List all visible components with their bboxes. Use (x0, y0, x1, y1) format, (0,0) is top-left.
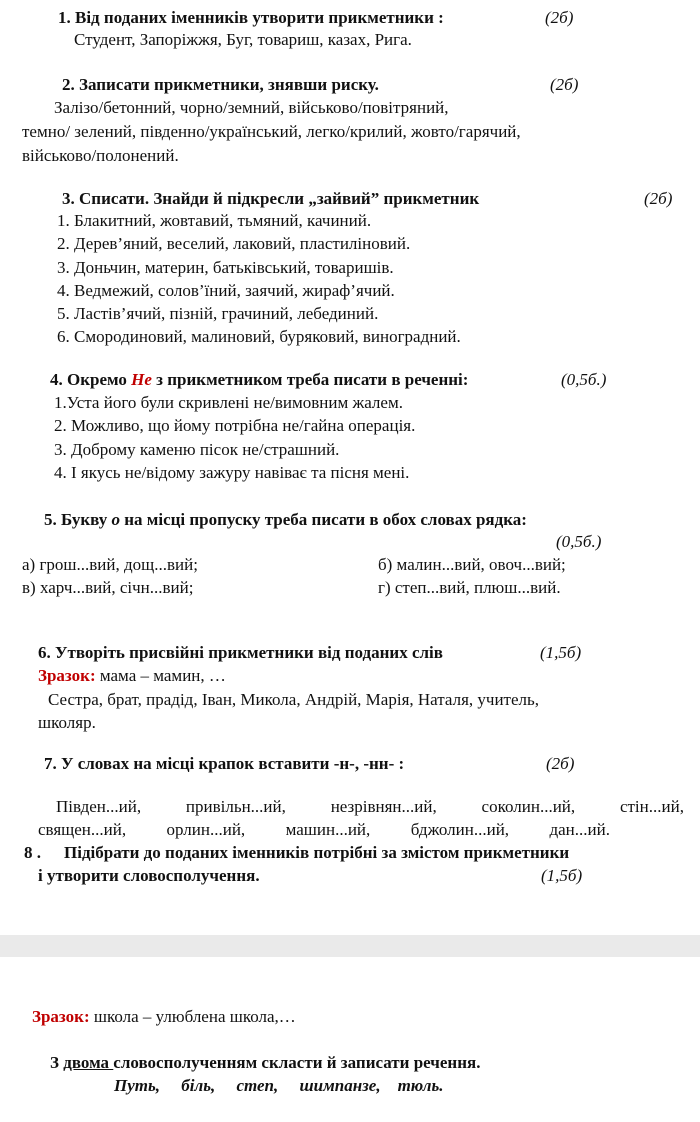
task-4-title (50, 370, 468, 390)
task-1-title: 1. Від поданих іменників утворити прикметники : (58, 8, 444, 27)
task-7-word: орлин...ий, (166, 820, 246, 839)
task-8-task-pre: З (50, 1053, 64, 1072)
task-2-line-3: військово/полонений. (22, 146, 179, 165)
task-6-example-label: Зразок: (38, 666, 96, 685)
task-6-title: 6. Утворіть присвійні прикметники від поданих слів (38, 643, 443, 662)
task-8-task-underlined: двома (63, 1053, 114, 1072)
task-3-item-2: 2. Дерев’яний, веселий, лаковий, пластиліновий. (57, 234, 411, 253)
task-8-example-label: Зразок: (32, 1007, 90, 1026)
task-4-points: (0,5б.) (561, 370, 607, 389)
task-7-word: незрівнян...ий, (330, 797, 437, 816)
task-3-item-3: 3. Доньчин, материн, батьківський, товаришів. (57, 258, 394, 277)
task-7-word: священ...ий, (38, 820, 127, 839)
task-8-points: (1,5б) (541, 866, 583, 885)
task-6-line-2: школяр. (38, 713, 96, 732)
task-5-points: (0,5б.) (556, 532, 602, 551)
task-8-line-2: і утворити словосполучення. (38, 866, 260, 885)
task-4-item-4: 4. І якусь не/відому зажуру навіває та пісня мені. (54, 463, 410, 482)
task-3-item-6: 6. Смородиновий, малиновий, буряковий, виноградний. (57, 327, 461, 346)
task-8-number: 8 . (24, 843, 41, 862)
task-1-words: Студент, Запоріжжя, Буг, товариш, казах, Рига. (74, 30, 412, 49)
task-5-title-o: о (111, 510, 120, 529)
task-7-word: бджолин...ий, (410, 820, 510, 839)
task-5-title-pre: 5. Букву (44, 510, 112, 529)
task-4-title-ne: Не (131, 370, 152, 389)
task-5-option-b: б) малин...вий, овоч...вий; (378, 555, 566, 574)
task-8-example (32, 1007, 296, 1027)
task-8-line-1: Підібрати до поданих іменників потрібні за змістом прикметники (64, 843, 570, 862)
task-8-task-post: словосполученням скласти й записати речення. (113, 1053, 481, 1072)
task-7-word: стін...ий, (619, 797, 684, 816)
task-5-option-g: г) степ...вий, плюш...вий. (378, 578, 561, 597)
task-7-word: Півден...ий, (56, 797, 142, 816)
task-7-row-1 (56, 797, 684, 817)
task-3-item-1: 1. Блакитний, жовтавий, тьмяний, качиний. (57, 211, 372, 230)
task-7-word: привільн...ий, (185, 797, 286, 816)
task-7-word: машин...ий, (285, 820, 371, 839)
task-4-item-1: 1.Уста його були скривлені не/вимовним жалем. (54, 393, 403, 412)
task-4-title-pre: 4. Окремо (50, 370, 132, 389)
task-8-example-text: школа – улюблена школа,… (89, 1007, 296, 1026)
task-3-item-4: 4. Ведмежий, солов’їний, заячий, жираф’ячий. (57, 281, 395, 300)
task-4-title-post: з прикметником треба писати в реченні: (151, 370, 469, 389)
task-3-title: 3. Списати. Знайди й підкресли „зайвий” прикметник (62, 189, 480, 208)
task-2-title: 2. Записати прикметники, знявши риску. (62, 75, 379, 94)
task-2-points: (2б) (550, 75, 579, 94)
task-7-word: дан...ий. (549, 820, 610, 839)
page-gap (0, 935, 700, 957)
task-8-words: Путь, біль, степ, шимпанзе, тюль. (114, 1076, 444, 1095)
task-4-item-3: 3. Доброму каменю пісок не/страшний. (54, 440, 340, 459)
task-6-example (38, 666, 226, 686)
task-3-item-5: 5. Ластів’ячий, пізній, грачиний, лебединий. (57, 304, 379, 323)
task-4-item-2: 2. Можливо, що йому потрібна не/гайна операція. (54, 416, 416, 435)
task-7-title: 7. У словах на місці крапок вставити -н-, -нн- : (44, 754, 405, 773)
task-2-line-1: Залізо/бетонний, чорно/земний, військово/повітряний, (54, 98, 449, 117)
task-8-sentence-task (50, 1053, 480, 1073)
task-5-option-a: а) грош...вий, дощ...вий; (22, 555, 198, 574)
task-7-points: (2б) (546, 754, 575, 773)
task-5-title-post: на місці пропуску треба писати в обох словах рядка: (119, 510, 527, 529)
task-3-points: (2б) (644, 189, 673, 208)
task-1-points: (2б) (545, 8, 574, 27)
task-6-example-text: мама – мамин, … (95, 666, 226, 685)
task-5-option-v: в) харч...вий, січн...вий; (22, 578, 194, 597)
worksheet-page-2 (0, 957, 700, 1122)
task-6-line-1: Сестра, брат, прадід, Іван, Микола, Андрій, Марія, Наталя, учитель, (48, 690, 540, 709)
task-5-title (44, 510, 527, 530)
task-6-points: (1,5б) (540, 643, 582, 662)
task-7-word: соколин...ий, (481, 797, 576, 816)
task-2-line-2: темно/ зелений, південно/український, легко/крилий, жовто/гарячий, (22, 122, 521, 141)
task-7-row-2 (38, 820, 610, 840)
